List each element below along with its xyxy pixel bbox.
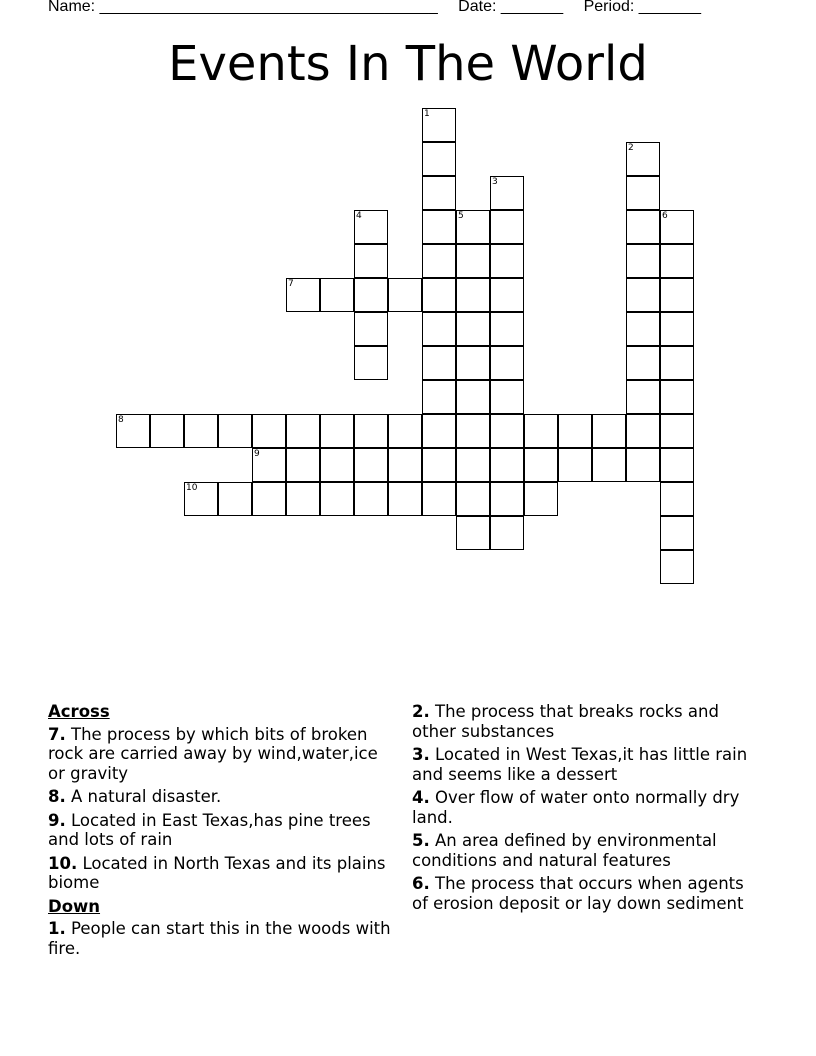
grid-cell[interactable] xyxy=(490,278,524,312)
grid-cell[interactable] xyxy=(626,346,660,380)
grid-cell[interactable] xyxy=(490,482,524,516)
grid-cell[interactable] xyxy=(354,312,388,346)
clues-right-column xyxy=(412,702,757,917)
grid-cell[interactable] xyxy=(456,414,490,448)
grid-cell[interactable] xyxy=(660,380,694,414)
grid-cell[interactable] xyxy=(422,244,456,278)
grid-cell[interactable] xyxy=(456,482,490,516)
grid-cell[interactable] xyxy=(354,346,388,380)
clue-across-8 xyxy=(48,787,393,807)
cell-number: 6 xyxy=(662,211,668,221)
clue-text: Located in West Texas,it has little rain and seems like a dessert xyxy=(412,745,748,784)
grid-cell[interactable] xyxy=(422,278,456,312)
grid-cell[interactable] xyxy=(558,448,592,482)
grid-cell[interactable] xyxy=(490,516,524,550)
clues-left-column xyxy=(48,702,393,962)
grid-cell[interactable] xyxy=(490,346,524,380)
grid-cell[interactable] xyxy=(490,312,524,346)
grid-cell[interactable] xyxy=(626,380,660,414)
grid-cell[interactable] xyxy=(422,380,456,414)
grid-cell[interactable] xyxy=(150,414,184,448)
clue-down-3 xyxy=(412,745,757,784)
grid-cell[interactable] xyxy=(252,448,286,482)
grid-cell[interactable] xyxy=(218,414,252,448)
period-field-label: Period: _______ xyxy=(583,0,702,15)
clue-text: People can start this in the woods with fire. xyxy=(48,919,391,958)
clue-across-7 xyxy=(48,725,393,784)
grid-cell[interactable] xyxy=(286,414,320,448)
clue-across-10 xyxy=(48,854,393,893)
grid-cell[interactable] xyxy=(626,244,660,278)
across-heading: Across xyxy=(48,702,110,721)
grid-cell[interactable] xyxy=(490,210,524,244)
clue-down-4 xyxy=(412,788,757,827)
grid-cell[interactable] xyxy=(660,346,694,380)
clue-text: The process that breaks rocks and other substances xyxy=(412,702,719,741)
page-title: Events In The World xyxy=(168,36,648,92)
cell-number: 3 xyxy=(492,177,498,187)
grid-cell[interactable] xyxy=(422,210,456,244)
clue-text: The process by which bits of broken rock are carried away by wind,water,ice or gravity xyxy=(48,724,378,783)
grid-cell[interactable] xyxy=(252,482,286,516)
grid-cell[interactable] xyxy=(524,482,558,516)
grid-cell[interactable] xyxy=(456,516,490,550)
grid-cell[interactable] xyxy=(456,380,490,414)
grid-cell[interactable] xyxy=(286,482,320,516)
grid-cell[interactable] xyxy=(524,448,558,482)
grid-cell[interactable] xyxy=(456,278,490,312)
grid-cell[interactable] xyxy=(354,414,388,448)
grid-cell[interactable] xyxy=(626,176,660,210)
cell-number: 2 xyxy=(628,143,634,153)
clue-number: 9. xyxy=(48,810,66,830)
grid-cell[interactable] xyxy=(626,448,660,482)
grid-cell[interactable] xyxy=(354,482,388,516)
grid-cell[interactable] xyxy=(354,278,388,312)
grid-cell[interactable] xyxy=(524,414,558,448)
clue-down-1 xyxy=(48,919,393,958)
clue-text: An area defined by environmental conditions and natural features xyxy=(412,831,717,870)
grid-cell[interactable] xyxy=(490,176,524,210)
grid-cell[interactable] xyxy=(456,244,490,278)
grid-cell[interactable] xyxy=(320,482,354,516)
grid-cell[interactable] xyxy=(286,448,320,482)
grid-cell[interactable] xyxy=(660,244,694,278)
grid-cell[interactable] xyxy=(422,142,456,176)
cell-number: 1 xyxy=(424,109,430,119)
grid-cell[interactable] xyxy=(626,142,660,176)
grid-cell[interactable] xyxy=(490,380,524,414)
grid-cell[interactable] xyxy=(422,312,456,346)
grid-cell[interactable] xyxy=(388,448,422,482)
clue-number: 6. xyxy=(412,874,430,893)
grid-cell[interactable] xyxy=(422,108,456,142)
cell-number: 8 xyxy=(118,415,124,425)
clue-number: 5. xyxy=(412,831,430,850)
cell-number: 4 xyxy=(356,211,362,221)
grid-cell[interactable] xyxy=(422,448,456,482)
grid-cell[interactable] xyxy=(388,278,422,312)
cell-number: 10 xyxy=(186,483,198,493)
grid-cell[interactable] xyxy=(660,278,694,312)
grid-cell[interactable] xyxy=(422,414,456,448)
clue-text: Located in North Texas and its plains biome xyxy=(48,853,386,892)
grid-cell[interactable] xyxy=(558,414,592,448)
grid-cell[interactable] xyxy=(388,414,422,448)
clue-down-5 xyxy=(412,831,757,870)
grid-cell[interactable] xyxy=(660,414,694,448)
clue-number: 4. xyxy=(412,788,430,807)
grid-cell[interactable] xyxy=(660,550,694,584)
grid-cell[interactable] xyxy=(456,210,490,244)
grid-cell[interactable] xyxy=(660,516,694,550)
grid-cell[interactable] xyxy=(320,448,354,482)
clue-number: 1. xyxy=(48,919,66,938)
cell-number: 9 xyxy=(254,449,260,459)
grid-cell[interactable] xyxy=(626,414,660,448)
clue-number: 2. xyxy=(412,702,430,721)
grid-cell[interactable] xyxy=(116,414,150,448)
clue-text: A natural disaster. xyxy=(71,787,222,806)
clue-text: Over flow of water onto normally dry land. xyxy=(412,788,740,827)
grid-cell[interactable] xyxy=(660,482,694,516)
grid-cell[interactable] xyxy=(354,448,388,482)
grid-cell[interactable] xyxy=(388,482,422,516)
cell-number: 5 xyxy=(458,211,464,221)
clue-down-6 xyxy=(412,874,757,913)
clue-across-9 xyxy=(48,811,393,850)
grid-cell[interactable] xyxy=(252,414,286,448)
grid-cell[interactable] xyxy=(626,312,660,346)
grid-cell[interactable] xyxy=(456,448,490,482)
clue-text: The process that occurs when agents of erosion deposit or lay down sediment xyxy=(412,874,744,913)
grid-cell[interactable] xyxy=(354,244,388,278)
grid-cell[interactable] xyxy=(490,448,524,482)
grid-cell[interactable] xyxy=(626,210,660,244)
date-field-label: Date: _______ xyxy=(458,0,564,15)
grid-cell[interactable] xyxy=(422,346,456,380)
grid-cell[interactable] xyxy=(490,414,524,448)
clue-text: Located in East Texas,has pine trees and lots of rain xyxy=(48,810,371,849)
name-field-label: Name: ______________________________________ xyxy=(48,0,438,15)
grid-cell[interactable] xyxy=(660,312,694,346)
grid-cell[interactable] xyxy=(184,482,218,516)
grid-cell[interactable] xyxy=(592,414,626,448)
grid-cell[interactable] xyxy=(490,244,524,278)
grid-cell[interactable] xyxy=(218,482,252,516)
grid-cell[interactable] xyxy=(456,346,490,380)
grid-cell[interactable] xyxy=(354,210,388,244)
grid-cell[interactable] xyxy=(456,312,490,346)
cell-number: 7 xyxy=(288,279,294,289)
grid-cell[interactable] xyxy=(626,278,660,312)
grid-cell[interactable] xyxy=(660,210,694,244)
grid-cell[interactable] xyxy=(320,278,354,312)
grid-cell[interactable] xyxy=(660,448,694,482)
clue-down-2 xyxy=(412,702,757,741)
grid-cell[interactable] xyxy=(592,448,626,482)
grid-cell[interactable] xyxy=(286,278,320,312)
grid-cell[interactable] xyxy=(184,414,218,448)
grid-cell[interactable] xyxy=(422,176,456,210)
grid-cell[interactable] xyxy=(422,482,456,516)
grid-cell[interactable] xyxy=(320,414,354,448)
down-heading: Down xyxy=(48,896,101,916)
clue-number: 3. xyxy=(412,745,430,764)
clue-number: 7. xyxy=(48,724,66,744)
clue-number: 8. xyxy=(48,787,66,806)
clue-number: 10. xyxy=(48,853,78,873)
